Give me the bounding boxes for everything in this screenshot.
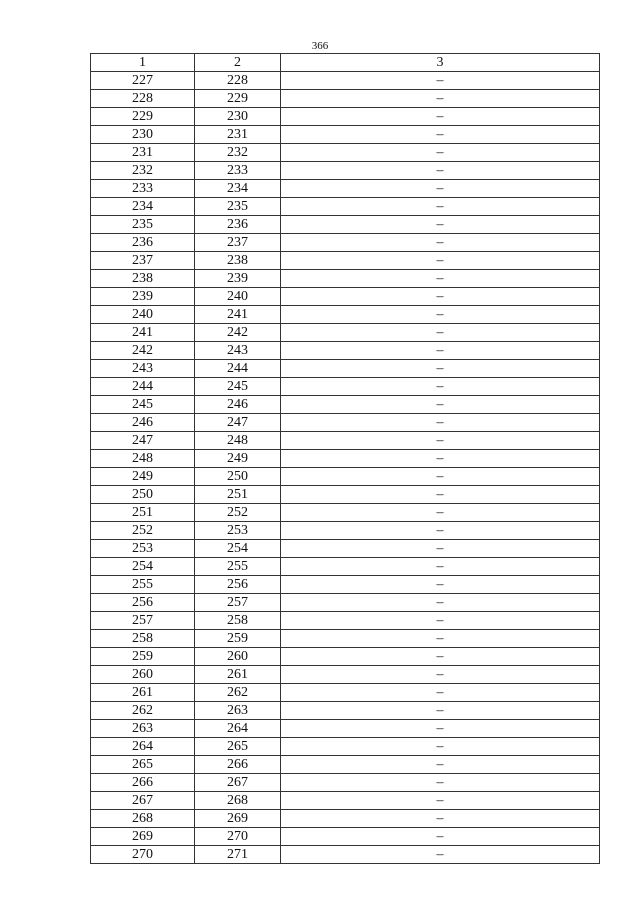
table-row <box>91 720 600 738</box>
table-cell-col-3: – <box>281 612 600 630</box>
table-cell-col-2: 240 <box>195 288 281 306</box>
table-cell-col-3: – <box>281 522 600 540</box>
table-row <box>91 324 600 342</box>
table-body <box>91 72 600 864</box>
table-cell-col-2: 260 <box>195 648 281 666</box>
table-cell-col-3: – <box>281 324 600 342</box>
table-cell-col-3: – <box>281 558 600 576</box>
table-cell-col-3: – <box>281 792 600 810</box>
table-cell-col-2: 250 <box>195 468 281 486</box>
table-cell-col-3: – <box>281 486 600 504</box>
table-cell-col-3: – <box>281 72 600 90</box>
table-row <box>91 180 600 198</box>
table-cell-col-2: 242 <box>195 324 281 342</box>
table-row <box>91 612 600 630</box>
table-cell-col-3: – <box>281 126 600 144</box>
table-row <box>91 486 600 504</box>
table-cell-col-2: 232 <box>195 144 281 162</box>
table-cell-col-3: – <box>281 162 600 180</box>
table-cell-col-2: 233 <box>195 162 281 180</box>
table-cell-col-3: – <box>281 108 600 126</box>
table-cell-col-2: 230 <box>195 108 281 126</box>
table-cell-col-1: 257 <box>91 612 195 630</box>
table-cell-col-1: 230 <box>91 126 195 144</box>
table-row <box>91 846 600 864</box>
table-cell-col-1: 270 <box>91 846 195 864</box>
table-row <box>91 288 600 306</box>
table-cell-col-2: 252 <box>195 504 281 522</box>
table-cell-col-1: 233 <box>91 180 195 198</box>
table-cell-col-1: 256 <box>91 594 195 612</box>
table-row <box>91 504 600 522</box>
table-cell-col-2: 247 <box>195 414 281 432</box>
table-cell-col-2: 265 <box>195 738 281 756</box>
table-row <box>91 216 600 234</box>
table-cell-col-2: 264 <box>195 720 281 738</box>
table-cell-col-1: 243 <box>91 360 195 378</box>
table-header-row <box>91 54 600 72</box>
table-cell-col-1: 263 <box>91 720 195 738</box>
table-cell-col-3: – <box>281 90 600 108</box>
table-cell-col-2: 249 <box>195 450 281 468</box>
table-cell-col-1: 239 <box>91 288 195 306</box>
table-cell-col-2: 270 <box>195 828 281 846</box>
table-cell-col-2: 253 <box>195 522 281 540</box>
table-cell-col-1: 238 <box>91 270 195 288</box>
table-row <box>91 360 600 378</box>
table-cell-col-1: 249 <box>91 468 195 486</box>
table-cell-col-2: 254 <box>195 540 281 558</box>
table-cell-col-2: 231 <box>195 126 281 144</box>
table-cell-col-1: 255 <box>91 576 195 594</box>
table-row <box>91 126 600 144</box>
table-row <box>91 270 600 288</box>
table-cell-col-1: 248 <box>91 450 195 468</box>
table-cell-col-2: 243 <box>195 342 281 360</box>
table-row <box>91 342 600 360</box>
table-cell-col-1: 236 <box>91 234 195 252</box>
table-cell-col-3: – <box>281 738 600 756</box>
table-cell-col-3: – <box>281 504 600 522</box>
table-cell-col-2: 235 <box>195 198 281 216</box>
table-cell-col-1: 250 <box>91 486 195 504</box>
table-cell-col-2: 246 <box>195 396 281 414</box>
table-cell-col-2: 238 <box>195 252 281 270</box>
table-cell-col-3: – <box>281 846 600 864</box>
table-cell-col-2: 258 <box>195 612 281 630</box>
table-cell-col-3: – <box>281 432 600 450</box>
table-cell-col-1: 245 <box>91 396 195 414</box>
table-cell-col-1: 231 <box>91 144 195 162</box>
table-row <box>91 414 600 432</box>
table-row <box>91 558 600 576</box>
table-cell-col-1: 244 <box>91 378 195 396</box>
table-cell-col-1: 246 <box>91 414 195 432</box>
table-cell-col-3: – <box>281 648 600 666</box>
table-row <box>91 90 600 108</box>
table-cell-col-3: – <box>281 630 600 648</box>
table-cell-col-2: 262 <box>195 684 281 702</box>
table-cell-col-2: 259 <box>195 630 281 648</box>
column-header-1: 1 <box>91 54 195 72</box>
table-cell-col-3: – <box>281 198 600 216</box>
table-cell-col-1: 227 <box>91 72 195 90</box>
table-cell-col-1: 252 <box>91 522 195 540</box>
table-row <box>91 396 600 414</box>
table-cell-col-2: 266 <box>195 756 281 774</box>
table-row <box>91 810 600 828</box>
table-cell-col-3: – <box>281 468 600 486</box>
table-cell-col-1: 240 <box>91 306 195 324</box>
table-cell-col-2: 256 <box>195 576 281 594</box>
table-cell-col-3: – <box>281 540 600 558</box>
table-cell-col-3: – <box>281 180 600 198</box>
table-cell-col-1: 264 <box>91 738 195 756</box>
page-number: 366 <box>311 40 329 52</box>
table-cell-col-1: 241 <box>91 324 195 342</box>
table-cell-col-1: 253 <box>91 540 195 558</box>
table-cell-col-3: – <box>281 360 600 378</box>
table-cell-col-2: 228 <box>195 72 281 90</box>
table-row <box>91 666 600 684</box>
table-row <box>91 306 600 324</box>
table-cell-col-3: – <box>281 342 600 360</box>
table-cell-col-1: 261 <box>91 684 195 702</box>
table-cell-col-3: – <box>281 306 600 324</box>
table-cell-col-2: 236 <box>195 216 281 234</box>
table-cell-col-1: 229 <box>91 108 195 126</box>
table-cell-col-2: 267 <box>195 774 281 792</box>
column-header-2: 2 <box>195 54 281 72</box>
table-cell-col-2: 244 <box>195 360 281 378</box>
table-cell-col-3: – <box>281 828 600 846</box>
table-cell-col-1: 265 <box>91 756 195 774</box>
table-cell-col-1: 266 <box>91 774 195 792</box>
table-cell-col-3: – <box>281 414 600 432</box>
table-cell-col-2: 257 <box>195 594 281 612</box>
column-header-3: 3 <box>281 54 600 72</box>
data-table <box>90 53 600 864</box>
table-row <box>91 108 600 126</box>
table-row <box>91 828 600 846</box>
table-cell-col-2: 271 <box>195 846 281 864</box>
table-row <box>91 792 600 810</box>
table-cell-col-2: 269 <box>195 810 281 828</box>
table-row <box>91 144 600 162</box>
table-cell-col-1: 267 <box>91 792 195 810</box>
table-cell-col-1: 247 <box>91 432 195 450</box>
table-cell-col-1: 260 <box>91 666 195 684</box>
table-cell-col-1: 242 <box>91 342 195 360</box>
table-cell-col-2: 245 <box>195 378 281 396</box>
table-cell-col-2: 263 <box>195 702 281 720</box>
table-row <box>91 198 600 216</box>
table-cell-col-1: 235 <box>91 216 195 234</box>
table-cell-col-3: – <box>281 684 600 702</box>
table-cell-col-1: 259 <box>91 648 195 666</box>
table-cell-col-2: 239 <box>195 270 281 288</box>
table-cell-col-1: 254 <box>91 558 195 576</box>
table-cell-col-1: 234 <box>91 198 195 216</box>
table-cell-col-3: – <box>281 378 600 396</box>
table-cell-col-1: 237 <box>91 252 195 270</box>
table-cell-col-2: 255 <box>195 558 281 576</box>
table-cell-col-2: 248 <box>195 432 281 450</box>
table-cell-col-3: – <box>281 144 600 162</box>
table-cell-col-3: – <box>281 216 600 234</box>
table-cell-col-3: – <box>281 270 600 288</box>
table-cell-col-3: – <box>281 576 600 594</box>
table-row <box>91 540 600 558</box>
table-cell-col-3: – <box>281 702 600 720</box>
table-cell-col-3: – <box>281 396 600 414</box>
table-row <box>91 576 600 594</box>
table-cell-col-2: 251 <box>195 486 281 504</box>
table-row <box>91 450 600 468</box>
table-cell-col-3: – <box>281 756 600 774</box>
table-cell-col-3: – <box>281 450 600 468</box>
table-cell-col-2: 237 <box>195 234 281 252</box>
table-cell-col-2: 261 <box>195 666 281 684</box>
table-row <box>91 252 600 270</box>
table-cell-col-1: 258 <box>91 630 195 648</box>
table-row <box>91 738 600 756</box>
table-cell-col-2: 268 <box>195 792 281 810</box>
table-row <box>91 234 600 252</box>
table-row <box>91 72 600 90</box>
table-cell-col-3: – <box>281 810 600 828</box>
table-row <box>91 774 600 792</box>
table-cell-col-1: 269 <box>91 828 195 846</box>
table-cell-col-3: – <box>281 720 600 738</box>
table-cell-col-1: 268 <box>91 810 195 828</box>
table-row <box>91 378 600 396</box>
table-row <box>91 522 600 540</box>
table-cell-col-2: 229 <box>195 90 281 108</box>
table-cell-col-3: – <box>281 234 600 252</box>
table-row <box>91 594 600 612</box>
table-row <box>91 468 600 486</box>
table-row <box>91 702 600 720</box>
table-cell-col-3: – <box>281 594 600 612</box>
table-cell-col-1: 262 <box>91 702 195 720</box>
table-row <box>91 648 600 666</box>
table-row <box>91 432 600 450</box>
table-row <box>91 162 600 180</box>
table-row <box>91 684 600 702</box>
table-cell-col-3: – <box>281 252 600 270</box>
table-row <box>91 756 600 774</box>
table-cell-col-1: 228 <box>91 90 195 108</box>
table-row <box>91 630 600 648</box>
table-cell-col-1: 251 <box>91 504 195 522</box>
table-cell-col-3: – <box>281 666 600 684</box>
table-cell-col-3: – <box>281 774 600 792</box>
table-cell-col-2: 241 <box>195 306 281 324</box>
table-cell-col-3: – <box>281 288 600 306</box>
table-cell-col-1: 232 <box>91 162 195 180</box>
table-cell-col-2: 234 <box>195 180 281 198</box>
